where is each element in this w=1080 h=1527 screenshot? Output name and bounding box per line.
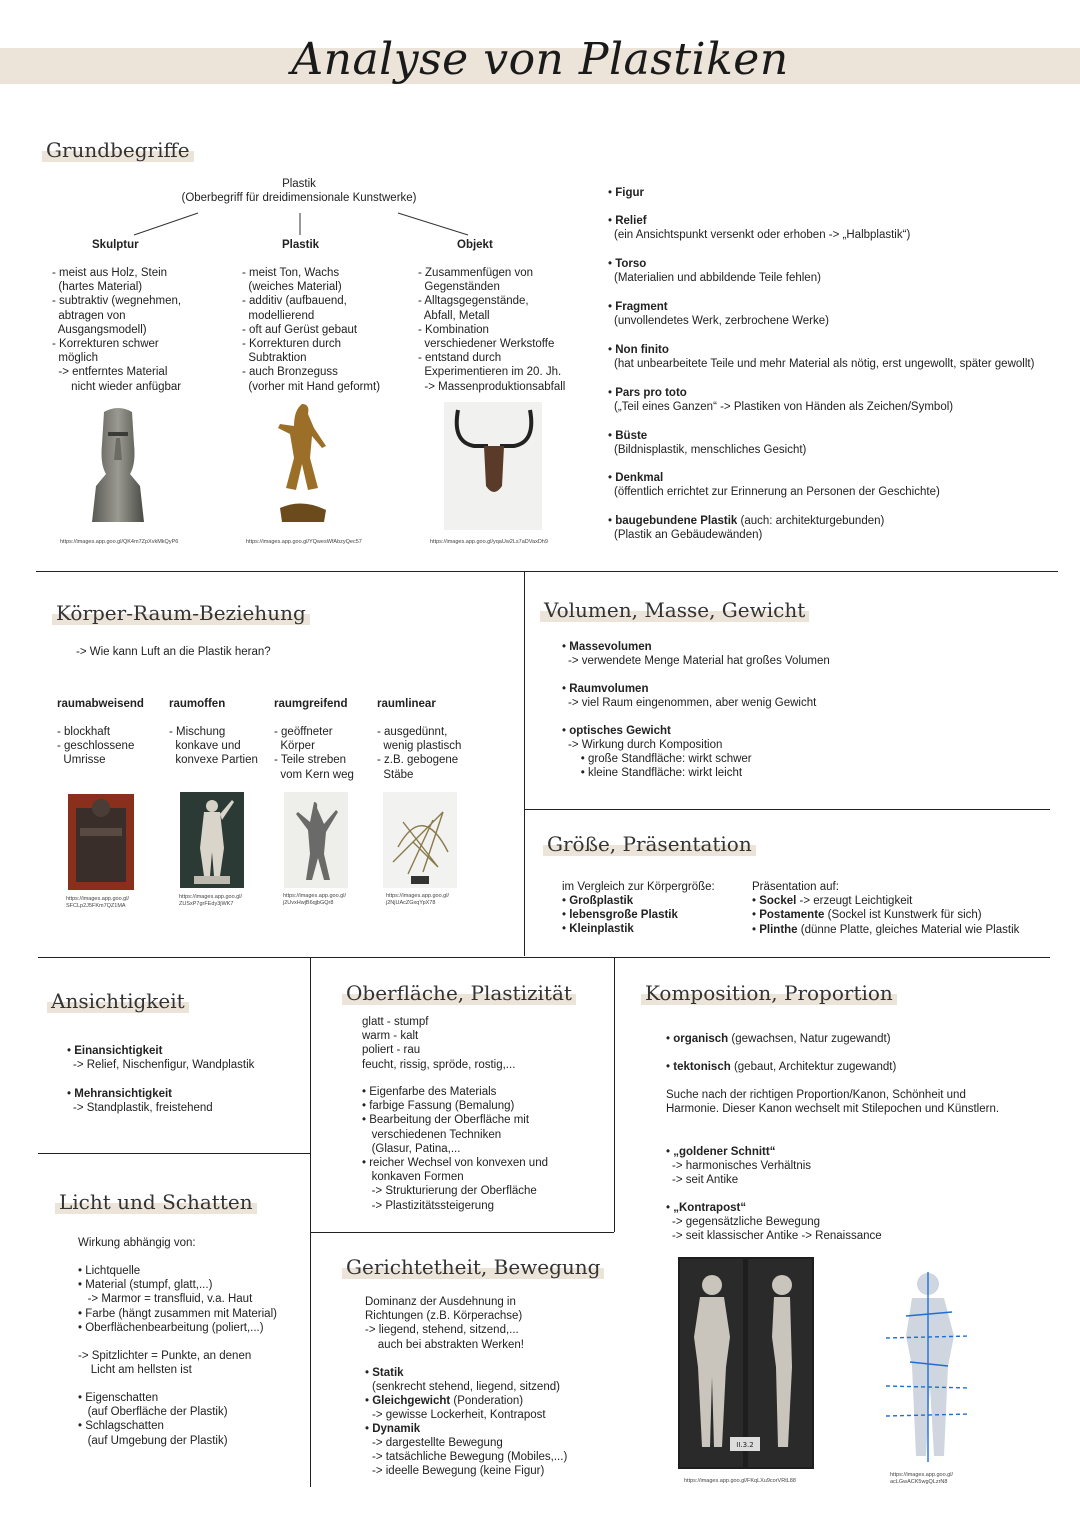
block-statue-image — [68, 794, 134, 890]
heading-groesse: Größe, Präsentation — [543, 832, 756, 856]
augustus-statue-image — [180, 792, 244, 888]
praesentation-postamente: • Postamente (Sockel ist Kunstwerk für sich) — [752, 909, 982, 921]
root-concept: Plastik (Oberbegriff für dreidimensionale Kunstwerke) — [181, 178, 417, 205]
groesse-item-2: • lebensgroße Plastik — [562, 909, 678, 921]
licht-list-1: • Lichtquelle • Material (stumpf, glatt,...) -> Marmor = transfluid, v.a. Haut • Farbe (hängt zusammen mit Material) • Oberflächenbearbeitung (poliert,...) — [78, 1265, 277, 1334]
term-baugebunden-desc: (Plastik an Gebäudewänden) — [614, 529, 763, 541]
col-title-skulptur: Skulptur — [92, 239, 139, 251]
heading-licht: Licht und Schatten — [55, 1190, 257, 1214]
heading-ansichtigkeit: Ansichtigkeit — [47, 989, 189, 1013]
term-fragment-desc: (unvollendetes Werk, zerbrochene Werke) — [614, 315, 829, 327]
kr-title-raumabweisend: raumabweisend — [57, 698, 144, 710]
kr-source-1[interactable]: https://images.app.goo.gl/ SFCLp2J5FKm7QZ1MA — [66, 896, 129, 909]
term-non-finito-desc: (hat unbearbeitete Teile und mehr Material als nötig, erst ungewollt, später gewollt) — [614, 358, 1035, 370]
term-denkmal-desc: (öffentlich errichtet zur Erinnerung an Personen der Geschichte) — [614, 486, 940, 498]
heading-koerper-raum: Körper-Raum-Beziehung — [52, 601, 310, 625]
col-title-plastik: Plastik — [282, 239, 320, 251]
ans-ein: • Einansichtigkeit — [67, 1045, 163, 1057]
kr-source-3[interactable]: https://images.app.goo.gl/ j2UvxHwjB6qjbGQr8 — [283, 893, 346, 906]
bull-head-image — [444, 402, 542, 530]
divider-v2 — [310, 957, 311, 1487]
term-relief: • Relief — [608, 215, 647, 227]
vol-optisch: • optisches Gewicht — [562, 725, 671, 737]
komp-tektonisch: • tektonisch (gebaut, Architektur zugewandt) — [666, 1061, 897, 1073]
oberflaeche-pairs: glatt - stumpf warm - kalt poliert - rau feucht, rissig, spröde, rostig,... — [362, 1016, 516, 1071]
term-denkmal: • Denkmal — [608, 472, 664, 484]
term-torso: • Torso — [608, 258, 647, 270]
vol-raumvolumen: • Raumvolumen — [562, 683, 649, 695]
kr-text-raumgreifend: - geöffneter Körper - Teile streben vom Kern weg — [274, 726, 354, 781]
heading-grundbegriffe: Grundbegriffe — [42, 138, 194, 162]
image-source-1[interactable]: https://images.app.goo.gl/QK4m7ZpXvkMkQyP6 — [60, 539, 179, 545]
oberflaeche-list: • Eigenfarbe des Materials • farbige Fassung (Bemalung) • Bearbeitung der Oberfläche mit verschiedenen Techniken (Glasur, Patina,... • reicher Wechsel von konvexen und konkaven Formen -> Strukturierung der Oberfläche -> Plastizitätssteigerung — [362, 1086, 548, 1212]
komp-organisch: • organisch (gewachsen, Natur zugewandt) — [666, 1033, 891, 1045]
term-relief-desc: (ein Ansichtspunkt versenkt oder erhoben -> „Halbplastik“) — [614, 229, 911, 241]
kr-title-raumlinear: raumlinear — [377, 698, 436, 710]
kr-text-raumabweisend: - blockhaft - geschlossene Umrisse — [57, 726, 135, 767]
gerichtet-gleichgewicht-desc: -> gewisse Lockerheit, Kontrapost — [372, 1409, 546, 1421]
gerichtet-gleichgewicht: • Gleichgewicht (Ponderation) — [365, 1395, 524, 1407]
kr-source-2[interactable]: https://images.app.goo.gl/ ZUSxP7grFEdy3jWK7 — [179, 894, 242, 907]
licht-spitzlichter: -> Spitzlichter = Punkte, an denen Licht am hellsten ist — [78, 1350, 252, 1377]
groesse-item-1: • Großplastik — [562, 895, 634, 907]
gerichtet-statik-desc: (senkrecht stehend, liegend, sitzend) — [372, 1381, 560, 1393]
divider-h5 — [310, 1232, 614, 1233]
vol-massevolumen-desc: -> verwendete Menge Material hat großes Volumen — [568, 655, 830, 667]
term-fragment: • Fragment — [608, 301, 668, 313]
vol-massevolumen: • Massevolumen — [562, 641, 652, 653]
vol-raumvolumen-desc: -> viel Raum eingenommen, aber wenig Gewicht — [568, 697, 817, 709]
praesentation-sockel: • Sockel -> erzeugt Leichtigkeit — [752, 895, 913, 907]
ans-mehr: • Mehransichtigkeit — [67, 1088, 173, 1100]
text-plastik: - meist Ton, Wachs (weiches Material) - additiv (aufbauend, modellierend - oft auf Gerüst gebaut - Korrekturen durch Subtraktion - auch Bronzeguss (vorher mit Hand geformt) — [242, 267, 381, 393]
gerichtet-dynamik: • Dynamik — [365, 1423, 421, 1435]
licht-list-2: • Eigenschatten (auf Oberfläche der Plastik) • Schlagschatten (auf Umgebung der Plastik) — [78, 1392, 228, 1447]
ans-ein-desc: -> Relief, Nischenfigur, Wandplastik — [73, 1059, 255, 1071]
divider-h2 — [524, 809, 1050, 810]
figure-label: II.3.2 — [736, 1441, 754, 1449]
komp-schnitt-desc: -> harmonisches Verhältnis -> seit Antike — [672, 1160, 812, 1187]
term-bueste: • Büste — [608, 430, 648, 442]
gerichtet-intro: Dominanz der Ausdehnung in Richtungen (z.B. Körperachse) -> liegend, stehend, sitzend,... auch bei abstrakten Werken! — [365, 1296, 524, 1351]
komp-kontrapost-desc: -> gegensätzliche Bewegung -> seit klassischer Antike -> Renaissance — [672, 1216, 882, 1243]
komp-schnitt: • „goldener Schnitt“ — [666, 1146, 776, 1158]
praesentation-plinthe: • Plinthe (dünne Platte, gleiches Material wie Plastik — [752, 924, 1020, 936]
gerichtet-statik: • Statik — [365, 1367, 404, 1379]
komp-source-1[interactable]: https://images.app.goo.gl/FKqLXu9corVRtL88 — [684, 1478, 796, 1484]
term-non-finito: • Non finito — [608, 344, 669, 356]
proportion-figure-image — [882, 1266, 974, 1470]
divider-h4 — [38, 1153, 310, 1154]
heading-oberflaeche: Oberfläche, Plastizität — [342, 981, 576, 1005]
kouros-image — [678, 1257, 814, 1469]
term-baugebunden: • baugebundene Plastik (auch: architekturgebunden) — [608, 515, 885, 527]
term-torso-desc: (Materialien und abbildende Teile fehlen) — [614, 272, 821, 284]
bronze-dancer-image — [272, 398, 332, 524]
divider-v3 — [614, 957, 615, 1232]
term-pars-pro-toto-desc: („Teil eines Ganzen“ -> Plastiken von Händen als Zeichen/Symbol) — [614, 401, 954, 413]
kr-title-raumoffen: raumoffen — [169, 698, 226, 710]
ans-mehr-desc: -> Standplastik, freistehend — [73, 1102, 213, 1114]
groesse-left-intro: im Vergleich zur Körpergröße: — [562, 881, 715, 893]
gerichtet-dynamik-desc: -> dargestellte Bewegung -> tatsächliche Bewegung (Mobiles,...) -> ideelle Bewegung (keine Figur) — [372, 1437, 568, 1478]
divider-h1 — [36, 571, 1058, 572]
heading-gerichtetheit: Gerichtetheit, Bewegung — [342, 1255, 604, 1279]
komp-kontrapost: • „Kontrapost“ — [666, 1202, 747, 1214]
kr-title-raumgreifend: raumgreifend — [274, 698, 348, 710]
reaching-figure-image — [284, 792, 348, 888]
komp-source-2[interactable]: https://images.app.goo.gl/ acLGwACK5wgQLzrN8 — [890, 1472, 953, 1485]
kr-text-raumlinear: - ausgedünnt, wenig plastisch - z.B. gebogene Stäbe — [377, 726, 462, 781]
kr-source-4[interactable]: https://images.app.goo.gl/ j2NjUAcZGxqYpX78 — [386, 893, 449, 906]
page-title: Analyse von Plastiken — [291, 34, 789, 85]
text-objekt: - Zusammenfügen von Gegenständen - Alltagsgegenstände, Abfall, Metall - Kombination verschiedener Werkstoffe - entstand durch Experimentieren im 20. Jh. -> Massenproduktionsabfall — [418, 267, 566, 393]
text-skulptur: - meist aus Holz, Stein (hartes Material) - subtraktiv (wegnehmen, abtragen von Ausgangsmodell) - Korrekturen schwer möglich -> entferntes Material nicht wieder anfügbar — [52, 267, 182, 393]
moai-image — [86, 404, 150, 526]
image-source-2[interactable]: https://images.app.goo.gl/YQwesWfAbzyQec57 — [246, 539, 362, 545]
term-pars-pro-toto: • Pars pro toto — [608, 387, 687, 399]
kr-text-raumoffen: - Mischung konkave und konvexe Partien — [169, 726, 258, 767]
term-figur: • Figur — [608, 187, 644, 199]
groesse-item-3: • Kleinplastik — [562, 923, 634, 935]
vol-optisch-desc: -> Wirkung durch Komposition • große Standfläche: wirkt schwer • kleine Standfläche: wirkt leicht — [568, 739, 752, 780]
col-title-objekt: Objekt — [457, 239, 493, 251]
image-source-3[interactable]: https://images.app.goo.gl/yqaUw2Ls7aDVaxDh9 — [430, 539, 548, 545]
koerper-raum-question: -> Wie kann Luft an die Plastik heran? — [76, 646, 271, 658]
divider-h3 — [38, 957, 1050, 958]
term-bueste-desc: (Bildnisplastik, menschliches Gesicht) — [614, 444, 807, 456]
heading-volumen: Volumen, Masse, Gewicht — [540, 598, 809, 622]
heading-komposition: Komposition, Proportion — [641, 981, 897, 1005]
divider-v1 — [524, 571, 525, 956]
komp-kanon: Suche nach der richtigen Proportion/Kanon, Schönheit und Harmonie. Dieser Kanon wechselt mit Stilepochen und Künstlern. — [666, 1089, 1000, 1116]
praesentation-intro: Präsentation auf: — [752, 881, 839, 893]
licht-intro: Wirkung abhängig von: — [78, 1237, 196, 1249]
linear-sculpture-image — [383, 792, 457, 888]
